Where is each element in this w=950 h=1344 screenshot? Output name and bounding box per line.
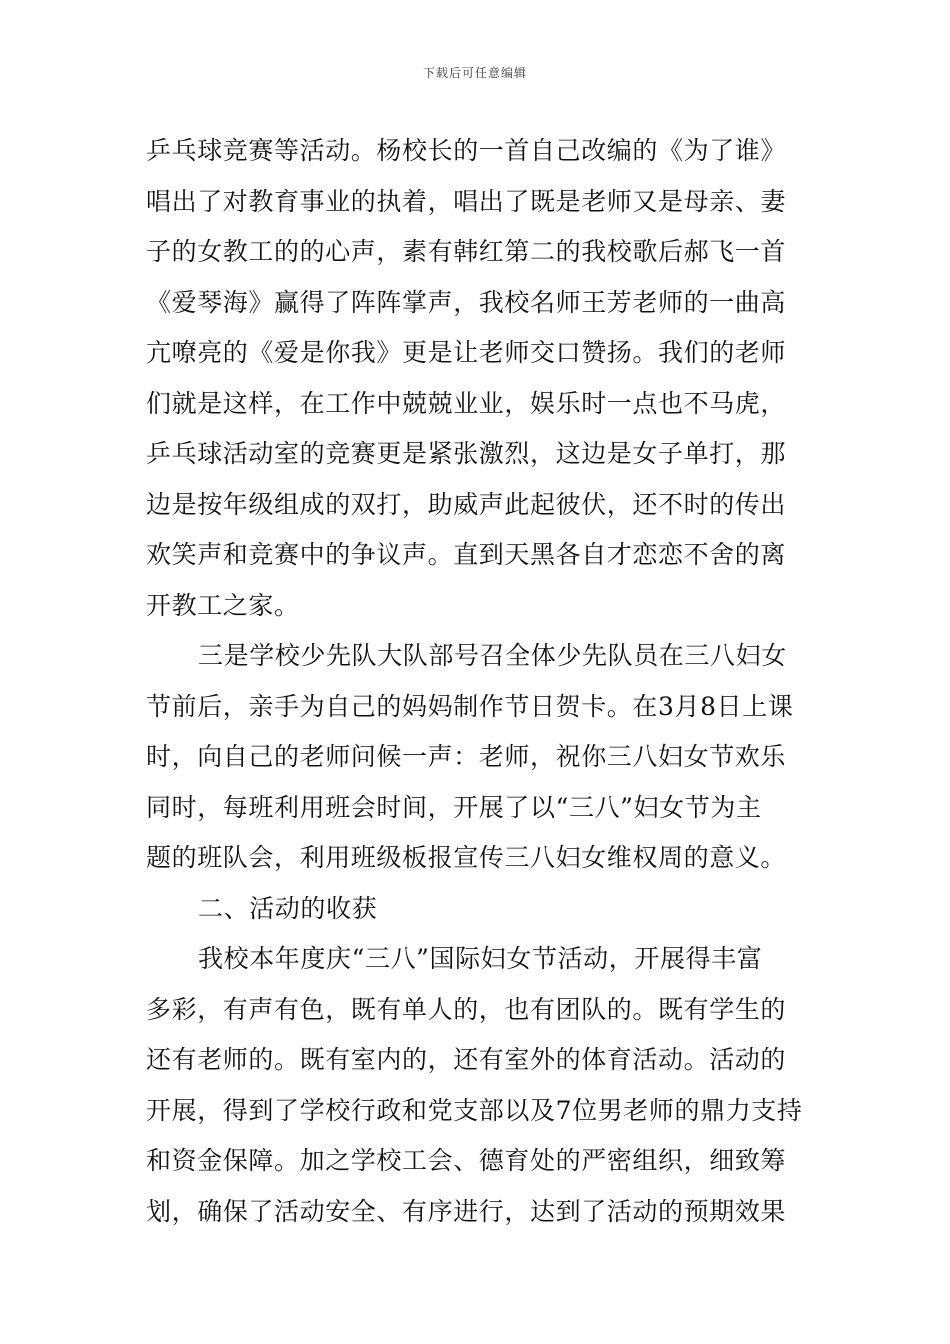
text-line: 题的班队会，利用班级板报宣传三八妇女维权周的意义。 (146, 843, 787, 872)
paragraph-start-line: 我校本年度庆“三八”国际妇女节活动，开展得丰富 (198, 944, 763, 973)
text-line: 划，确保了活动安全、有序进行，达到了活动的预期效果 (146, 1196, 787, 1226)
section-heading: 二、活动的收获 (198, 893, 378, 923)
text-line: 多彩，有声有色，既有单人的，也有团队的。既有学生的 (146, 994, 787, 1024)
page-header: 下载后可任意编辑 (422, 66, 527, 80)
text-line: 边是按年级组成的双打，助威声此起彼伏，还不时的传出 (146, 489, 787, 519)
text-line: 乒乓球活动室的竞赛更是紧张激烈，这边是女子单打，那 (146, 439, 787, 468)
text-line: 子的女教工的的心声，素有韩红第二的我校歌后郝飞一首 (146, 237, 787, 266)
text-line: 节前后，亲手为自己的妈妈制作节日贺卡。在3月8日上课 (146, 691, 794, 721)
text-line: 们就是这样，在工作中兢兢业业，娱乐时一点也不马虎， (146, 388, 787, 418)
text-line: 开教工之家。 (146, 590, 300, 620)
text-line: 乒乓球竞赛等活动。杨校长的一首自己改编的《为了谁》 (146, 136, 787, 165)
text-line: 亢嘹亮的《爱是你我》更是让老师交口赞扬。我们的老师 (146, 338, 787, 367)
text-line: 欢笑声和竞赛中的争议声。直到天黑各自才恋恋不舍的离 (146, 540, 787, 569)
text-line: 时，向自己的老师问候一声：老师，祝你三八妇女节欢乐 (146, 742, 787, 771)
text-line: 《爱琴海》赢得了阵阵掌声，我校名师王芳老师的一曲高 (146, 287, 787, 317)
document-body (146, 126, 811, 1237)
text-line: 还有老师的。既有室内的，还有室外的体育活动。活动的 (146, 1045, 787, 1074)
text-line: 唱出了对教育事业的执着，唱出了既是老师又是母亲、妻 (146, 186, 787, 216)
text-line: 和资金保障。加之学校工会、德育处的严密组织，细致筹 (146, 1146, 787, 1175)
text-line: 同时，每班利用班会时间，开展了以“三八”妇女节为主 (146, 792, 762, 822)
text-line: 开展，得到了学校行政和党支部以及7位男老师的鼎力支持 (146, 1095, 803, 1125)
paragraph-start-line: 三是学校少先队大队部号召全体少先队员在三八妇女 (198, 641, 787, 670)
